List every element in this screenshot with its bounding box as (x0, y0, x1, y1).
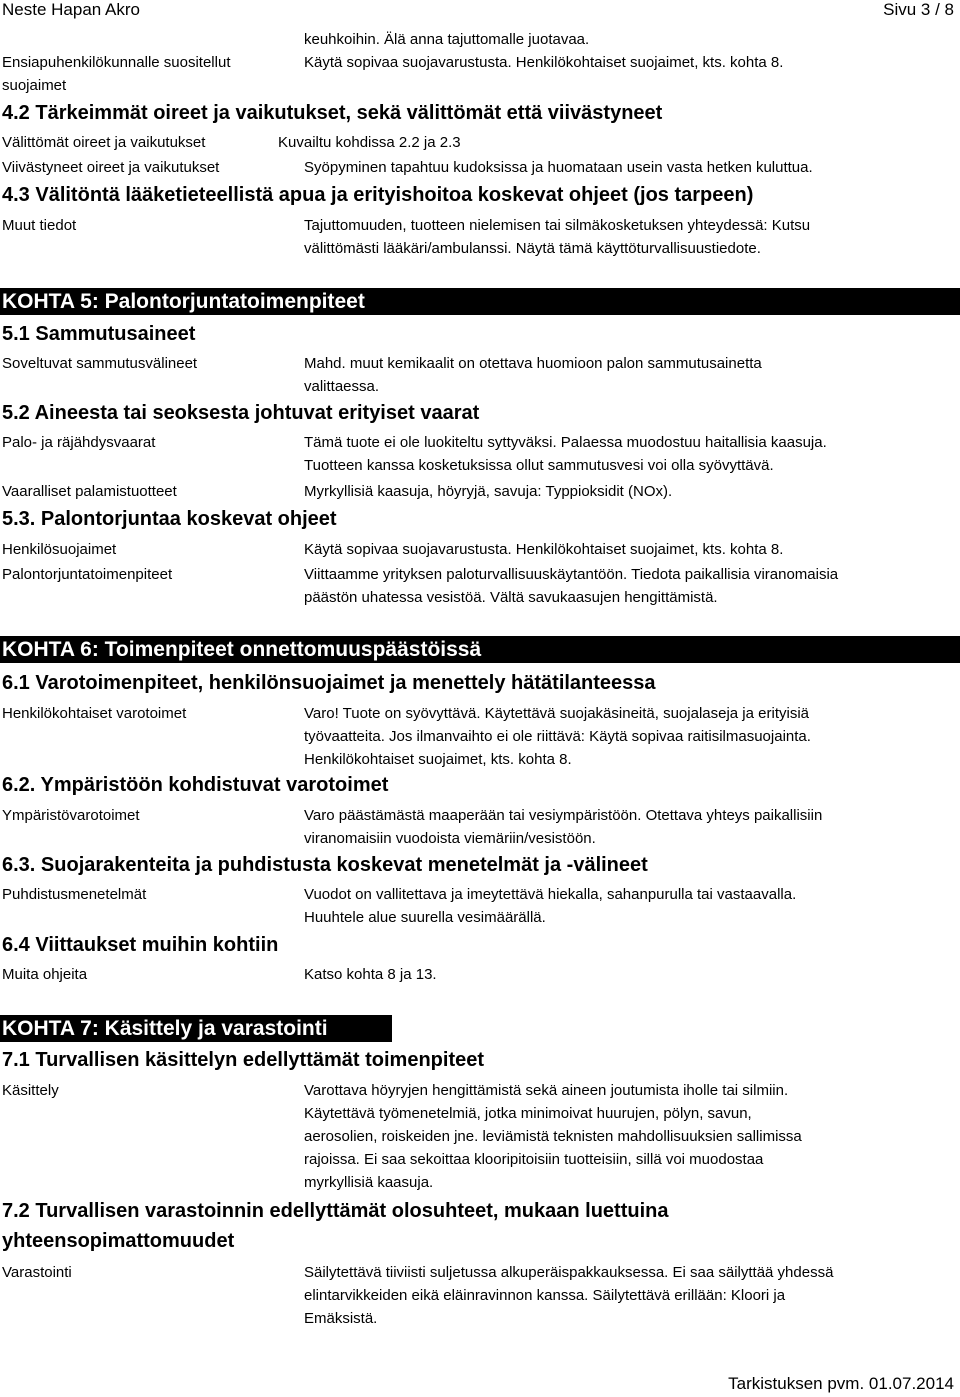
personal-precautions-line-1: Varo! Tuote on syövyttävä. Käytettävä suojakäsineitä, suojalaseja ja erityisiä (304, 705, 809, 722)
page-number: Sivu 3 / 8 (883, 0, 954, 19)
firefighter-ppe-label: Henkilösuojaimet (2, 541, 117, 558)
cleanup-methods-label: Puhdistusmenetelmät (2, 886, 147, 903)
cleanup-methods-line-1: Vuodot on vallitettava ja imeytettävä hiekalla, sahanpurulla tai vastaavalla. (304, 886, 797, 903)
section-6-band: KOHTA 6: Toimenpiteet onnettomuuspäästöissä (0, 636, 960, 663)
heading-6-2: 6.2. Ympäristöön kohdistuvat varotoimet (2, 774, 389, 796)
other-info-label: Muut tiedot (2, 217, 77, 234)
ppe-first-aid-value: Käytä sopivaa suojavarustusta. Henkilökohtaiset suojaimet, kts. kohta 8. (304, 54, 784, 71)
company-name: Neste Hapan Akro (2, 0, 140, 19)
storage-line-3: Emäksistä. (304, 1310, 378, 1327)
fire-hazard-line-1: Tämä tuote ei ole luokiteltu syttyväksi. Palaessa muodostuu haitallisia kaasuja. (304, 434, 827, 451)
heading-4-3: 4.3 Välitöntä lääketieteellistä apua ja erityishoitoa koskevat ohjeet (jos tarpeen) (2, 184, 754, 206)
other-info-line-1: Tajuttomuuden, tuotteen nielemisen tai silmäkosketuksen yhteydessä: Kutsu (304, 217, 811, 234)
immediate-effects-label: Välittömät oireet ja vaikutukset (2, 134, 206, 151)
environmental-precautions-label: Ympäristövarotoimet (2, 807, 140, 824)
heading-6-3: 6.3. Suojarakenteita ja puhdistusta koskevat menetelmät ja -välineet (2, 854, 648, 876)
combustion-products-value: Myrkyllisiä kaasuja, höyryjä, savuja: Typpioksidit (NOx). (304, 483, 673, 500)
handling-line-3: aerosolien, roiskeiden jne. leviämistä teknisten mahdollisuuksien sallimissa (304, 1128, 802, 1145)
revision-date: Tarkistuksen pvm. 01.07.2014 (728, 1374, 954, 1393)
handling-line-5: myrkyllisiä kaasuja. (304, 1174, 434, 1191)
environmental-precautions-line-2: viranomaisiin vuodoista viemäriin/vesistöön. (304, 830, 596, 847)
fire-hazard-line-2: Tuotteen kanssa kosketuksissa ollut sammutusvesi voi olla syövyttävä. (304, 457, 774, 474)
delayed-effects-value: Syöpyminen tapahtuu kudoksissa ja huomataan usein vasta hetken kuluttua. (304, 159, 813, 176)
ppe-first-aid-label-2: suojaimet (2, 77, 67, 94)
storage-line-2: elintarvikkeiden eikä eläinravinnon kanssa. Säilytettävä erillään: Kloori ja (304, 1287, 786, 1304)
environmental-precautions-line-1: Varo päästämästä maaperään tai vesiympäristöön. Otettava yhteys paikallisiin (304, 807, 823, 824)
other-info-line-2: välittömästi lääkäri/ambulanssi. Näytä tämä käyttöturvallisuustiedote. (304, 240, 761, 257)
combustion-products-label: Vaaralliset palamistuotteet (2, 483, 177, 500)
heading-5-3: 5.3. Palontorjuntaa koskevat ohjeet (2, 508, 337, 530)
handling-line-2: Käytettävä työmenetelmiä, jotka minimoivat huurujen, pölyn, savun, (304, 1105, 752, 1122)
ppe-first-aid-label-1: Ensiapuhenkilökunnalle suositellut (2, 54, 231, 71)
extinguishing-media-label: Soveltuvat sammutusvälineet (2, 355, 198, 372)
firefighter-ppe-value: Käytä sopivaa suojavarustusta. Henkilökohtaiset suojaimet, kts. kohta 8. (304, 541, 784, 558)
heading-6-1: 6.1 Varotoimenpiteet, henkilönsuojaimet ja menettely hätätilanteessa (2, 672, 656, 694)
cleanup-methods-line-2: Huuhtele alue suurella vesimäärällä. (304, 909, 546, 926)
heading-5-2: 5.2 Aineesta tai seoksesta johtuvat erityiset vaarat (2, 402, 480, 424)
section-5-band: KOHTA 5: Palontorjuntatoimenpiteet (0, 288, 960, 315)
heading-7-2-line-2: yhteensopimattomuudet (2, 1230, 235, 1252)
handling-line-1: Varottava höyryjen hengittämistä sekä aineen joutumista iholle tai silmiin. (304, 1082, 789, 1099)
heading-7-1: 7.1 Turvallisen käsittelyn edellyttämät toimenpiteet (2, 1049, 485, 1071)
heading-6-4: 6.4 Viittaukset muihin kohtiin (2, 934, 279, 956)
delayed-effects-label: Viivästyneet oireet ja vaikutukset (2, 159, 220, 176)
handling-line-4: rajoissa. Ei saa sekoittaa klooripitoisiin tuotteisiin, sillä voi muodostaa (304, 1151, 764, 1168)
other-instructions-label: Muita ohjeita (2, 966, 88, 983)
heading-5-1: 5.1 Sammutusaineet (2, 323, 196, 345)
heading-7-2-line-1: 7.2 Turvallisen varastoinnin edellyttämät olosuhteet, mukaan luettuina (2, 1200, 669, 1222)
personal-precautions-label: Henkilökohtaiset varotoimet (2, 705, 187, 722)
firefighting-measures-line-2: päästön uhatessa vesistöä. Vältä savukaasujen hengittämistä. (304, 589, 718, 606)
firefighting-measures-label: Palontorjuntatoimenpiteet (2, 566, 173, 583)
section-7-band: KOHTA 7: Käsittely ja varastointi (0, 1015, 392, 1042)
other-instructions-value: Katso kohta 8 ja 13. (304, 966, 437, 983)
immediate-effects-value: Kuvailtu kohdissa 2.2 ja 2.3 (278, 134, 461, 151)
personal-precautions-line-2: työvaatteita. Jos ilmanvaihto ei ole riittävä: Käytä sopivaa raitisilmasuojainta. (304, 728, 811, 745)
firefighting-measures-line-1: Viittaamme yrityksen paloturvallisuuskäytantöön. Tiedota paikallisia viranomaisia (304, 566, 839, 583)
handling-label: Käsittely (2, 1082, 59, 1099)
first-aid-continuation: keuhkoihin. Älä anna tajuttomalle juotavaa. (304, 31, 590, 48)
extinguishing-media-line-2: valittaessa. (304, 378, 380, 395)
fire-hazard-label: Palo- ja räjähdysvaarat (2, 434, 156, 451)
storage-label: Varastointi (2, 1264, 72, 1281)
heading-4-2: 4.2 Tärkeimmät oireet ja vaikutukset, sekä välittömät että viivästyneet (2, 102, 663, 124)
storage-line-1: Säilytettävä tiiviisti suljetussa alkuperäispakkauksessa. Ei saa säilyttää yhdessä (304, 1264, 834, 1281)
personal-precautions-line-3: Henkilökohtaiset suojaimet, kts. kohta 8. (304, 751, 572, 768)
extinguishing-media-line-1: Mahd. muut kemikaalit on otettava huomioon palon sammutusainetta (304, 355, 762, 372)
